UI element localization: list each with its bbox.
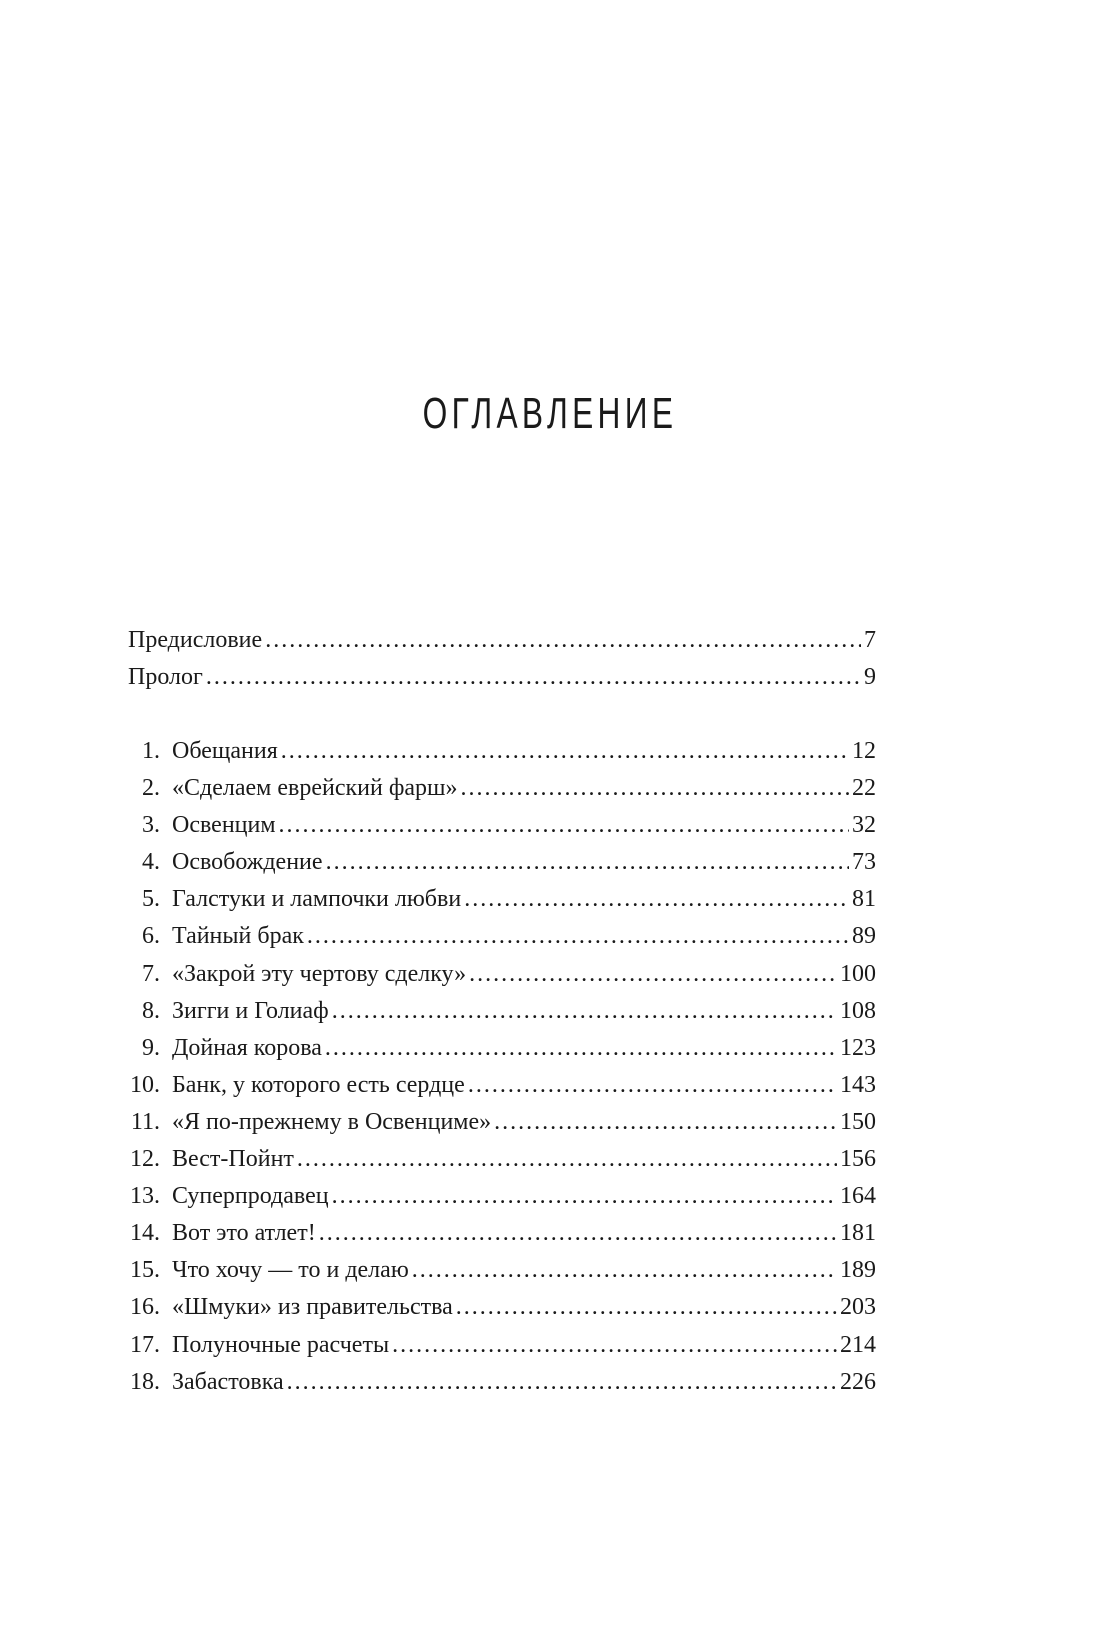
chapter-page-number: 164 [840,1183,876,1210]
toc-entry-chapter[interactable] [128,850,876,887]
chapter-page-number: 81 [852,886,876,913]
chapter-number: 12. [130,1146,160,1173]
toc-entry-page: 9 [864,664,876,691]
dot-leader [464,887,849,911]
toc-entry-chapter[interactable] [128,739,876,776]
dot-leader [287,1370,837,1394]
chapter-page-number: 156 [840,1146,876,1173]
chapter-number: 11. [130,1108,160,1135]
chapter-number: 1. [142,738,160,764]
chapter-page-number: 214 [840,1331,876,1358]
toc-entry-chapter[interactable] [128,813,876,850]
chapter-number: 10. [130,1071,160,1098]
toc-entry-chapter[interactable] [128,1073,876,1110]
dot-leader [332,999,837,1023]
chapter-number: 15. [130,1257,160,1284]
toc-entry-chapter[interactable] [128,1295,876,1332]
chapter-title: «Шмуки» из правительства [172,1294,453,1321]
toc-front-matter [128,628,876,702]
toc-entry-chapter[interactable] [128,1184,876,1221]
chapter-number: 14. [130,1220,160,1247]
dot-leader [494,1110,837,1134]
chapter-title: Освобождение [172,849,323,876]
dot-leader [325,1036,837,1060]
dot-leader [281,739,849,763]
toc-entry-chapter[interactable] [128,962,876,999]
chapter-title: «Сделаем еврейский фарш» [172,775,458,802]
dot-leader [332,1184,837,1208]
toc-entry-chapter[interactable] [128,1110,876,1147]
chapter-page-number: 150 [840,1108,876,1135]
chapter-page-number: 203 [840,1294,876,1321]
toc-entry-prologue[interactable] [128,665,876,702]
chapter-title: Тайный брак [172,923,304,950]
chapter-page-number: 189 [840,1257,876,1284]
dot-leader [297,1147,837,1171]
chapter-title: Вот это атлет! [172,1220,316,1247]
chapter-page-number: 108 [840,997,876,1024]
toc-entry-chapter[interactable] [128,999,876,1036]
toc-entry-chapter[interactable] [128,1221,876,1258]
chapter-page-number: 143 [840,1071,876,1098]
dot-leader [279,813,849,837]
dot-leader [412,1258,837,1282]
chapter-title: Освенцим [172,812,276,839]
chapter-title: «Я по-прежнему в Освенциме» [172,1108,492,1135]
toc-entry-chapter[interactable] [128,1258,876,1295]
dot-leader [326,850,849,874]
chapter-title: «Закрой эту чертову сделку» [172,960,467,987]
chapter-title: Забастовка [172,1368,284,1395]
toc-entry-chapter[interactable] [128,887,876,924]
toc-entry-chapter[interactable] [128,1147,876,1184]
chapter-title: Что хочу — то и делаю [172,1257,409,1284]
toc-chapter-list [128,739,876,1407]
toc-entry-page: 7 [864,627,876,653]
chapter-number: 3. [142,812,160,839]
dot-leader [468,1073,837,1097]
chapter-page-number: 12 [852,738,876,764]
toc-entry-chapter[interactable] [128,924,876,961]
dot-leader [469,962,837,986]
chapter-page-number: 73 [852,849,876,876]
toc-entry-chapter[interactable] [128,776,876,813]
chapter-title: Дойная корова [172,1034,322,1061]
dot-leader [319,1221,837,1245]
toc-entry-label: Пролог [128,664,203,691]
toc-entry-chapter[interactable] [128,1036,876,1073]
chapter-number: 8. [142,997,160,1024]
chapter-title: Обещания [172,738,278,764]
chapter-title: Галстуки и лампочки любви [172,886,462,913]
chapter-title: Полуночные расчеты [172,1331,390,1358]
toc-entry-label: Предисловие [128,627,263,653]
chapter-number: 16. [130,1294,160,1321]
chapter-number: 7. [142,960,160,987]
chapter-number: 6. [142,923,160,950]
dot-leader [206,665,861,689]
page-title: ОГЛАВЛЕНИЕ [422,389,678,438]
chapter-page-number: 123 [840,1034,876,1061]
dot-leader [461,776,849,800]
chapter-number: 13. [130,1183,160,1210]
chapter-number: 2. [142,775,160,802]
chapter-title: Зигги и Голиаф [172,997,329,1024]
chapter-page-number: 32 [852,812,876,839]
chapter-page-number: 226 [840,1368,876,1395]
dot-leader [456,1295,837,1319]
chapter-number: 9. [142,1034,160,1061]
chapter-title: Банк, у которого есть сердце [172,1071,465,1098]
dot-leader [392,1333,837,1357]
chapter-title: Суперпродавец [172,1183,329,1210]
chapter-page-number: 100 [840,960,876,987]
dot-leader [265,628,861,652]
chapter-number: 5. [142,886,160,913]
chapter-number: 18. [130,1368,160,1395]
chapter-page-number: 181 [840,1220,876,1247]
toc-entry-chapter[interactable] [128,1370,876,1407]
chapter-number: 17. [130,1331,160,1358]
dot-leader [307,924,849,948]
chapter-number: 4. [142,849,160,876]
chapter-page-number: 89 [852,923,876,950]
toc-entry-preface[interactable] [128,628,876,665]
chapter-title: Вест-Пойнт [172,1146,294,1173]
chapter-page-number: 22 [852,775,876,802]
toc-entry-chapter[interactable] [128,1333,876,1370]
